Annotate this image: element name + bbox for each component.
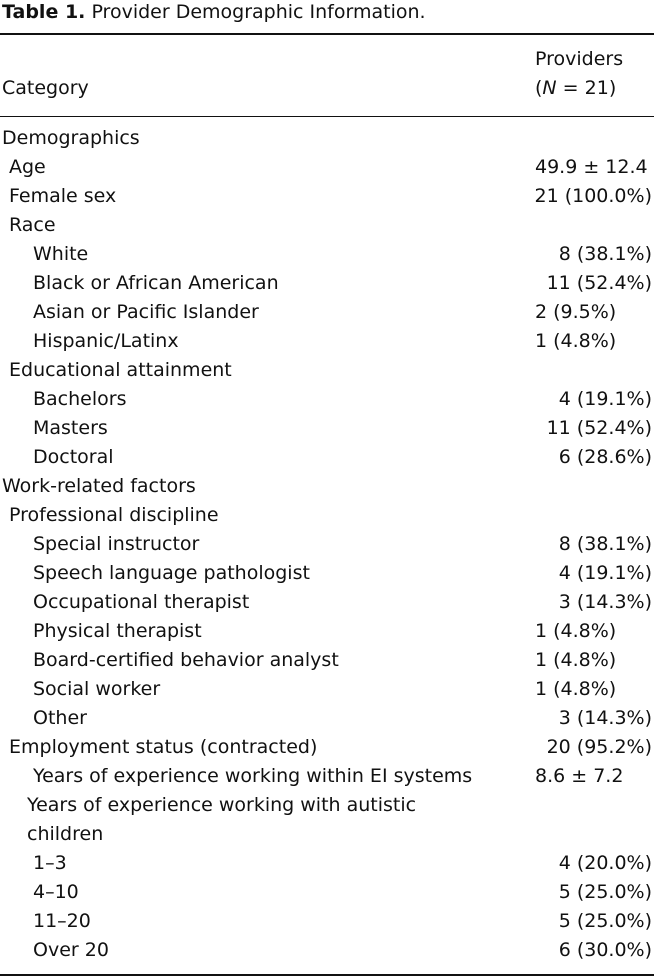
row-label: Educational attainment bbox=[9, 359, 232, 381]
row-label: Professional discipline bbox=[9, 504, 219, 526]
table-row bbox=[0, 733, 654, 762]
table-row bbox=[0, 385, 654, 414]
row-label: Asian or Pacific Islander bbox=[33, 301, 259, 323]
table-row bbox=[0, 936, 654, 965]
table-row bbox=[0, 791, 654, 820]
table-row bbox=[0, 124, 654, 153]
row-value: 1 (4.8%) bbox=[535, 649, 617, 671]
row-value: 1 (4.8%) bbox=[535, 330, 617, 352]
header-rule bbox=[0, 116, 654, 117]
row-label: Bachelors bbox=[33, 388, 127, 410]
table-row bbox=[0, 501, 654, 530]
bottom-rule bbox=[0, 974, 654, 976]
table-row bbox=[0, 153, 654, 182]
header-paren-open: ( bbox=[535, 77, 543, 99]
row-label: Hispanic/Latinx bbox=[33, 330, 179, 352]
row-value: 11 (52.4%) bbox=[546, 417, 652, 439]
row-label: Female sex bbox=[9, 185, 117, 207]
table-row bbox=[0, 617, 654, 646]
table-row bbox=[0, 762, 654, 791]
row-label: Years of experience working with autistic bbox=[27, 794, 417, 816]
row-value: 5 (25.0%) bbox=[558, 881, 652, 903]
row-value: 49.9 ± 12.4 bbox=[535, 156, 648, 178]
table-row bbox=[0, 530, 654, 559]
row-value: 6 (28.6%) bbox=[558, 446, 652, 468]
row-label: Work-related factors bbox=[2, 475, 196, 497]
row-value: 4 (20.0%) bbox=[558, 852, 652, 874]
table-row bbox=[0, 356, 654, 385]
row-label: Employment status (contracted) bbox=[9, 736, 318, 758]
row-value: 1 (4.8%) bbox=[535, 678, 617, 700]
table-row bbox=[0, 646, 654, 675]
table-row bbox=[0, 559, 654, 588]
row-label: Other bbox=[33, 707, 87, 729]
row-label: Masters bbox=[33, 417, 108, 439]
table-row bbox=[0, 211, 654, 240]
header-providers: Providers bbox=[535, 48, 624, 70]
row-value: 20 (95.2%) bbox=[546, 736, 652, 758]
row-label: Special instructor bbox=[33, 533, 200, 555]
row-label: White bbox=[33, 243, 89, 265]
row-label: Physical therapist bbox=[33, 620, 202, 642]
row-label: Occupational therapist bbox=[33, 591, 250, 613]
table-row bbox=[0, 849, 654, 878]
row-value: 3 (14.3%) bbox=[558, 591, 652, 613]
header-n-value: = 21) bbox=[556, 77, 617, 99]
row-value: 2 (9.5%) bbox=[535, 301, 617, 323]
header-n-symbol: N bbox=[542, 77, 557, 99]
row-value: 5 (25.0%) bbox=[558, 910, 652, 932]
row-value: 8 (38.1%) bbox=[558, 243, 652, 265]
header-providers-n bbox=[535, 74, 616, 103]
table-row bbox=[0, 878, 654, 907]
row-label: Demographics bbox=[2, 127, 140, 149]
table-row bbox=[0, 182, 654, 211]
row-label: Black or African American bbox=[33, 272, 279, 294]
table-title: Provider Demographic Information. bbox=[91, 1, 426, 23]
table-row bbox=[0, 675, 654, 704]
row-label: 1–3 bbox=[33, 852, 67, 874]
row-value: 3 (14.3%) bbox=[558, 707, 652, 729]
table-row bbox=[0, 414, 654, 443]
header-category: Category bbox=[2, 77, 89, 99]
row-value: 8.6 ± 7.2 bbox=[535, 765, 624, 787]
row-label: 4–10 bbox=[33, 881, 79, 903]
row-label: Social worker bbox=[33, 678, 161, 700]
row-label: children bbox=[27, 823, 104, 845]
top-rule bbox=[0, 33, 654, 35]
row-label: 11–20 bbox=[33, 910, 91, 932]
table-row bbox=[0, 240, 654, 269]
table-row bbox=[0, 298, 654, 327]
table-body bbox=[0, 124, 654, 965]
table-row bbox=[0, 472, 654, 501]
table-row bbox=[0, 704, 654, 733]
table-row bbox=[0, 588, 654, 617]
table-number: Table 1. bbox=[2, 1, 86, 23]
row-value: 4 (19.1%) bbox=[558, 562, 652, 584]
row-label: Doctoral bbox=[33, 446, 114, 468]
table-row bbox=[0, 907, 654, 936]
row-label: Speech language pathologist bbox=[33, 562, 310, 584]
table-row bbox=[0, 327, 654, 356]
row-label: Board-certified behavior analyst bbox=[33, 649, 339, 671]
table-row bbox=[0, 443, 654, 472]
table-caption bbox=[2, 0, 426, 24]
row-value: 4 (19.1%) bbox=[558, 388, 652, 410]
row-label: Race bbox=[9, 214, 56, 236]
row-value: 1 (4.8%) bbox=[535, 620, 617, 642]
row-value: 11 (52.4%) bbox=[546, 272, 652, 294]
table-row bbox=[0, 269, 654, 298]
row-label: Over 20 bbox=[33, 939, 109, 961]
row-value: 21 (100.0%) bbox=[534, 185, 652, 207]
row-value: 6 (30.0%) bbox=[558, 939, 652, 961]
row-value: 8 (38.1%) bbox=[558, 533, 652, 555]
table-row bbox=[0, 820, 654, 849]
row-label: Years of experience working within EI systems bbox=[33, 765, 473, 787]
row-label: Age bbox=[9, 156, 46, 178]
